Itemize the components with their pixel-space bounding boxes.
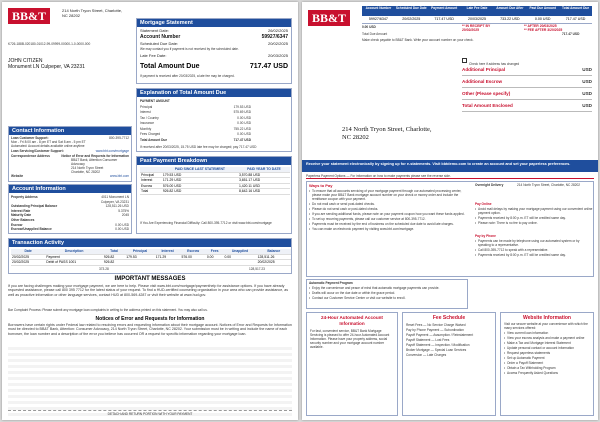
coupon-red-right: ** AFTER 20/03/2025 ** FEE AFTER 3/20/2025 [524,24,563,32]
account-info-label: Property Address [11,195,38,199]
coupon-red-left: ** IN RECEIPT BY 20/02/2025 [462,24,491,32]
list-item: Reset Fees — No Service Charge Waived [406,323,466,327]
txn-cell: 20/02/2025 [257,260,291,266]
additional-label: Other (Please specify) [462,91,511,96]
txn-header: Unapplied [223,249,256,254]
past-payment-cell: 1,420.11 USD [238,183,290,189]
coupon-value: 59927/6347 [368,17,388,21]
account-info-title: Account Information [9,185,131,193]
txn-cell: 576.00 [180,254,205,260]
list-item: Payoff Payment — Assumption / Reinstatement [406,333,474,337]
list-item: • To set up recurring payments, please call our customer service at 800-395-7712. [309,217,469,221]
contact-notice: We may contact you if payment is not received by the scheduled date. [140,47,239,51]
phone-label: Loan Customer Support: [11,136,49,140]
txn-cell: 926.82 [103,260,125,266]
pay-phone-label: Pay by Phone [475,234,496,238]
explanation-row-label: Total Amount Due [140,137,168,142]
pay-online-list [475,207,593,226]
explanation-row-label: Principal [140,104,153,109]
explanation-row-value: 179.53 USD [233,104,251,109]
detach-footer: DETACH AND RETURN PORTION WITH YOUR PAYMENT [8,410,292,416]
due-date-value: 20/02/2025 [267,41,288,46]
coupon-value: 733.22 USD [500,17,520,21]
coupon-side-label: Total Due Amount [362,32,388,36]
list-item: Pay by Phone Payment — Subordination [406,328,464,332]
txn-extra-2: 128,517.23 [249,267,265,271]
past-payment-cell: 171.29 USD [162,178,238,184]
past-payment-cell: 576.00 USD [162,183,238,189]
account-info-label: Other Balances [11,217,35,222]
transaction-table [11,249,291,266]
list-item: • Obtain a Tax Withholding Program [504,366,590,370]
txn-cell: 20/02/2025 [11,254,45,260]
additional-amount-input[interactable]: USD [582,79,592,84]
list-item: • To ensure that all accounts servicing of your mortgage payment through our automated processing center, please make your BB&T Bank mortgage account number on your check or money order and include the remittance coupon with your payment. [309,189,469,201]
account-info-value: 4011 Monument LN [101,195,129,199]
automated-text: Automated: Account details available online anytime [11,144,85,148]
list-item: • You can make an electronic payment by visiting www.bbt.com/mortgage. [309,227,469,231]
txn-header: Description [45,249,103,254]
list-item: Conversion — Late Charges [406,353,447,357]
list-item: • Order a Payoff Statement [504,361,590,365]
list-item: • Payments received by 8:00 p.m. ET will be credited same day. [475,253,593,257]
website-info-box [500,312,594,416]
list-item: • Payments can be made by telephone using our automated system or by speaking to a representative. [475,239,593,247]
info24-title: 24-Hour Automated Account Information [321,315,383,326]
barcode-text: K726-188B-020180-01012-99-09999-00000-1-0-0000-000 [8,42,91,46]
coupon-value: 0.00 USD [534,17,551,21]
additional-row [462,64,592,76]
list-item: • Call 800-395-7712 to speak with a representative. [475,248,593,252]
coupon-header: Account Number [365,6,392,10]
additional-amount-input[interactable]: USD [582,91,592,96]
txn-cell [180,260,205,266]
autopay-title: Automatic Payment Program [309,281,353,285]
list-item: • Access Frequently Asked Questions [504,371,590,375]
coupon-due-total: 717.47 USD [562,32,580,36]
statement-page-front [2,2,298,420]
account-info-value: 5.375% [118,208,129,213]
account-number-label: Account Number [140,34,181,40]
coupon-header: Amount Due After [496,6,524,10]
servicing-website[interactable]: www.bbt.com/mortgage [95,149,129,153]
statement-page-coupon [302,2,598,420]
txn-header: Interest [155,249,181,254]
mortgage-statement-box [136,18,292,84]
correspondence-address: BB&T Bank, Attention Consumer Advocacy 214 North Tryon Street Charlotte, NC 28202 [71,158,118,174]
statement-date-value: 26/02/2025 [267,28,288,33]
coupon-header: Late Fee Date [466,6,488,10]
account-info-rows [11,195,129,232]
contact-info-box [8,126,132,182]
contact-info-title: Contact Information [9,127,131,135]
list-item: • Update personal contact or account information [504,346,590,350]
fee-schedule-title: Fee Schedule [432,315,466,321]
additional-row [462,88,592,100]
list-item: • Payments must be received by the end of business on the scheduled due date to avoid late charges. [309,222,469,226]
info24-text: For fast, convenient service, BB&T Bank Mortgage Servicing is pleased to offer 24-hour Automated Account Information. Please have your property address, social security number and your mortgage account number available. [310,329,390,349]
bank-logo-coupon: BB&T [308,10,350,26]
coupon-table [362,6,592,24]
explanation-row-label: PAYMENT AMOUNT [140,99,170,103]
list-item: • Contact our Customer Service Center or visit our website to enroll. [309,296,465,300]
messages-title: IMPORTANT MESSAGES [114,276,186,282]
coupon-note: Make check payable to BB&T Bank. Write your account number on your check. [362,38,474,42]
checkbox-icon[interactable] [462,58,467,63]
customer-address-block: JOHN CITIZEN Monument LN Culpeper, VA 23231 [8,58,85,70]
list-item: Payoff Statement — Inspection / Modification [406,343,470,347]
account-info-label: Maturity Date [11,213,32,218]
txn-header: Principal [125,249,154,254]
list-item: • Please note: There is no fee to pay online. [475,221,593,225]
coupon-value: 717.47 USD [434,17,454,21]
coupon-value: 20/02/2025 [402,17,421,21]
address-change-checkbox[interactable]: Check here if address has changed [462,52,519,70]
txn-cell: Payment [45,254,103,260]
txn-cell: 20/02/2025 [11,260,45,266]
list-item: • Do not mail cash or send post-dated checks. [309,202,469,206]
account-info-value: Culpeper, VA 23231 [100,199,129,204]
overnight-label: Overnight Delivery [475,183,504,187]
txn-cell [223,260,256,266]
notices-subtitle: Notices of Error and Requests for Information [95,316,205,322]
additional-amount-input[interactable]: USD [582,67,592,72]
coupon-value: 20/03/2025 [468,17,486,21]
coupon-side-top: 0.00 USD [362,25,376,29]
past-payment-cell: Principal [140,172,162,178]
list-item: • Request paperless statements [504,351,590,355]
total-due-label: Total Amount Due [140,63,200,70]
coupon-value: 717.47 USD [565,17,586,21]
explanation-row-label: Tax / Country [140,115,159,120]
late-fee-footnote: If payment is received after 20/03/2025, a late fee may be charged. [140,74,235,78]
list-item: • Drafts will occur on the due date or within the grace period. [309,291,465,295]
account-info-value: 0.00 USD [115,227,129,232]
statement-date-label: Statement Date: [140,28,169,33]
additional-amounts [462,64,592,112]
website-label: Website [11,174,24,178]
additional-label: Total Amount Enclosed [462,103,513,108]
account-info-label: Interest Rate [11,208,31,213]
txn-cell: 128,511.26 [257,254,291,260]
table-row [11,260,291,266]
past-payment-cell: Interest [140,178,162,184]
list-item: • Avoid mail delays by making your mortgage payment using our convenient online payment option. [475,207,593,215]
estatement-banner[interactable]: Receive your statement electronically by signing up for e-statements. Visit bbtdemo.com to create an account and set your paperless preferences. [302,160,598,172]
financial-difficulty-text: If You Are Experiencing Financial Difficulty: Call 800-395-7712 or visit www.bbt.com/mortgage [140,221,272,225]
fee-schedule-box [402,312,496,416]
list-item: • Please do not send cash or post-dated checks. [309,207,469,211]
website-info-title: Website Information [523,315,571,321]
explanation-row-label: Fees Charged [140,132,161,136]
past-payment-table [140,167,290,195]
past-payment-title: Past Payment Breakdown [137,157,291,165]
ways-to-pay-list [309,189,469,232]
list-item: • Make a Tax and Mortgage Interest Statement [504,341,590,345]
txn-header: Escrow [180,249,205,254]
explanation-row-value: 717.47 USD [233,137,251,142]
explanation-row-label: Monthly [140,126,152,131]
explanation-row [140,138,251,144]
txn-cell: Debit of PASS 1001 [45,260,103,266]
correspondence-heading: Notice of Error and Requests for Information [61,154,129,158]
txn-cell: 179.53 [125,254,154,260]
autopay-list [309,286,465,301]
explanation-row-label: Insurance [140,121,154,125]
txn-cell [206,260,224,266]
explanation-row-value: 755.22 USD [233,126,251,131]
list-item: • View your escrow analysis and make a payment online [504,336,590,340]
past-payment-box [136,156,292,234]
past-payment-cell: 3,651.17 USD [238,178,290,184]
txn-header: Fees [206,249,224,254]
additional-amount-input[interactable]: USD [582,103,592,108]
past-payment-cell: 926.82 USD [162,189,238,195]
additional-label: Additional Escrow [462,79,503,84]
mail-to-address: 214 North Tryon Street, Charlotte, NC 28202 [342,126,432,141]
account-info-row [11,227,129,232]
txn-header: Date [11,249,45,254]
account-info-label: Escrow/Unapplied Balance [11,227,52,232]
past-payment-cell: 8,642.16 USD [238,189,290,195]
txn-cell: 0.00 [206,254,224,260]
col-since-last: PAID SINCE LAST STATEMENT [162,167,238,172]
account-number-value: 59927/6347 [261,34,288,40]
past-payment-cell: Escrow [140,183,162,189]
account-info-value: 0.00 USD [115,222,129,227]
additional-row [462,100,592,112]
bank-address: 214 North Tryon Street, Charlotte, NC 28202 [62,8,123,18]
txn-cell: 0.00 [223,254,256,260]
total-due-value: 717.47 USD [249,63,288,70]
bank-logo: BB&T [8,8,50,24]
past-payment-cell: 179.53 USD [162,172,238,178]
autopay-box [306,279,468,309]
phone-value[interactable]: 800-395-7712 [109,136,129,140]
messages-paragraph-3: Borrowers have certain rights under Federal law related to resolving errors and requesting information about their mortgage account. Notices of Error and Requests for Information must be directed to BB&T Bank, Attention: Consumer Advocacy, 214 North Tryon Street, Charlotte, NC 28202. Your submission must be in writing and include the name of each borrower, the loan number and a description of the error you believe has occurred OR a request for specific information regarding your mortgage loan. [8,323,292,336]
list-item: • Payments received by 8:00 p.m. ET will be credited same day. [475,216,593,220]
coupon-header: Past Due Amount [529,6,556,10]
correspondence-label: Correspondence Address [11,154,50,158]
explanation-row-value: 575.69 USD [233,110,251,114]
col-year-to-date: PAID YEAR TO DATE [238,167,290,172]
txn-cell: 171.29 [155,254,181,260]
past-payment-cell: 3,570.88 USD [238,172,290,178]
explanation-box [136,88,292,152]
list-item: • Enjoy the convenience and peace of mind that automatic mortgage payments can provide. [309,286,465,290]
hours-text: Mon - Fri 8:00 am - 8 pm ET and Sat 8 am - 5 pm ET [11,140,86,144]
explanation-row-value: 0.00 USD [237,132,251,136]
txn-header: Total [103,249,125,254]
pay-phone-list [475,239,593,258]
account-info-label: Outstanding Principal Balance [11,204,58,209]
explanation-row-value: 0.00 USD [237,115,251,120]
additional-row [462,76,592,88]
txn-cell: 926.82 [103,254,125,260]
late-fee-value: 20/03/2025 [267,53,288,58]
website-link[interactable]: www.bbt.com [110,174,129,178]
past-payment-row [140,189,290,195]
txn-extra-1: 373.28 [99,267,109,271]
coupon-header: Scheduled Due Date [395,6,427,10]
account-info-value: 128,511.26 USD [105,204,129,209]
account-info-box [8,184,132,234]
website-info-intro: Visit our secure website at your convenience with which the many services offered: [504,322,588,330]
additional-label: Additional Principal [462,67,506,72]
coupon-header: Payment Amount [431,6,458,10]
list-item: • View current loan information [504,331,590,335]
mortgage-statement-title: Mortgage Statement [137,19,291,27]
website-info-list [504,331,590,376]
paperless-ref: Paperless Payment Options — For information on how to make payments please see the reverse side. [306,174,594,179]
ways-to-pay-title: Ways to Pay [309,183,333,188]
txn-header: Balance [257,249,291,254]
info24-box [306,312,398,416]
transaction-title: Transaction Activity [9,239,291,247]
list-item: • If you are sending additional funds, please note on your payment coupon how you want these funds applied. [309,212,469,216]
pay-online-label: Pay Online [475,202,492,206]
past-payment-cell: Total [140,189,162,195]
late-fee-label: Late Fee Date: [140,53,167,58]
txn-cell [155,260,181,266]
overnight-address: 214 North Tryon Street, Charlotte, NC 28202 [517,183,581,187]
account-info-value: 2045 [121,213,129,218]
list-item: Broker Mortgage — Special Loan Services [406,348,467,352]
servicing-label: Loan Servicing/Customer Support: [11,149,64,153]
fee-schedule-list [406,323,492,358]
explanation-row-label: Interest [140,110,151,114]
ways-to-pay-box [306,181,594,277]
transaction-box [8,238,292,274]
messages-paragraph-2: Bar Complaint Process: Please submit any mortgage loan complaints in writing to the address printed on this statement. You may also call us. [8,308,208,312]
due-date-label: Scheduled Due Date: [140,41,179,46]
explanation-title: Explanation of Total Amount Due [137,89,291,97]
coupon-header: Total Amount Due [562,6,590,10]
txn-cell [125,260,154,266]
account-info-label: Escrow [11,222,23,227]
explanation-rows [140,99,251,143]
messages-paragraph-1: If you are facing challenges making your mortgage payment, we are here to help. Please visit www.bbt.com/mortgage/paymenthelp for assistance options. If you have already requested assistance, please call 800 395 7712 for the latest status of your request. To find a HUD-certified counseling organization in your area who can provide assistance, as well as proactive information or other language services, contact HUD at 800-569-4287 or visit their website at www.hud.gov. [8,284,289,297]
explanation-row-value: 0.00 USD [237,121,251,125]
list-item: • Set up Automatic Payment [504,356,590,360]
list-item: Payoff Statement — Lost Fees [406,338,450,342]
blank-lines-area [8,347,292,417]
explanation-note: If received after 20/03/2025, 15.75 USD late fee may be charged; pay 717.47 USD [140,145,257,149]
